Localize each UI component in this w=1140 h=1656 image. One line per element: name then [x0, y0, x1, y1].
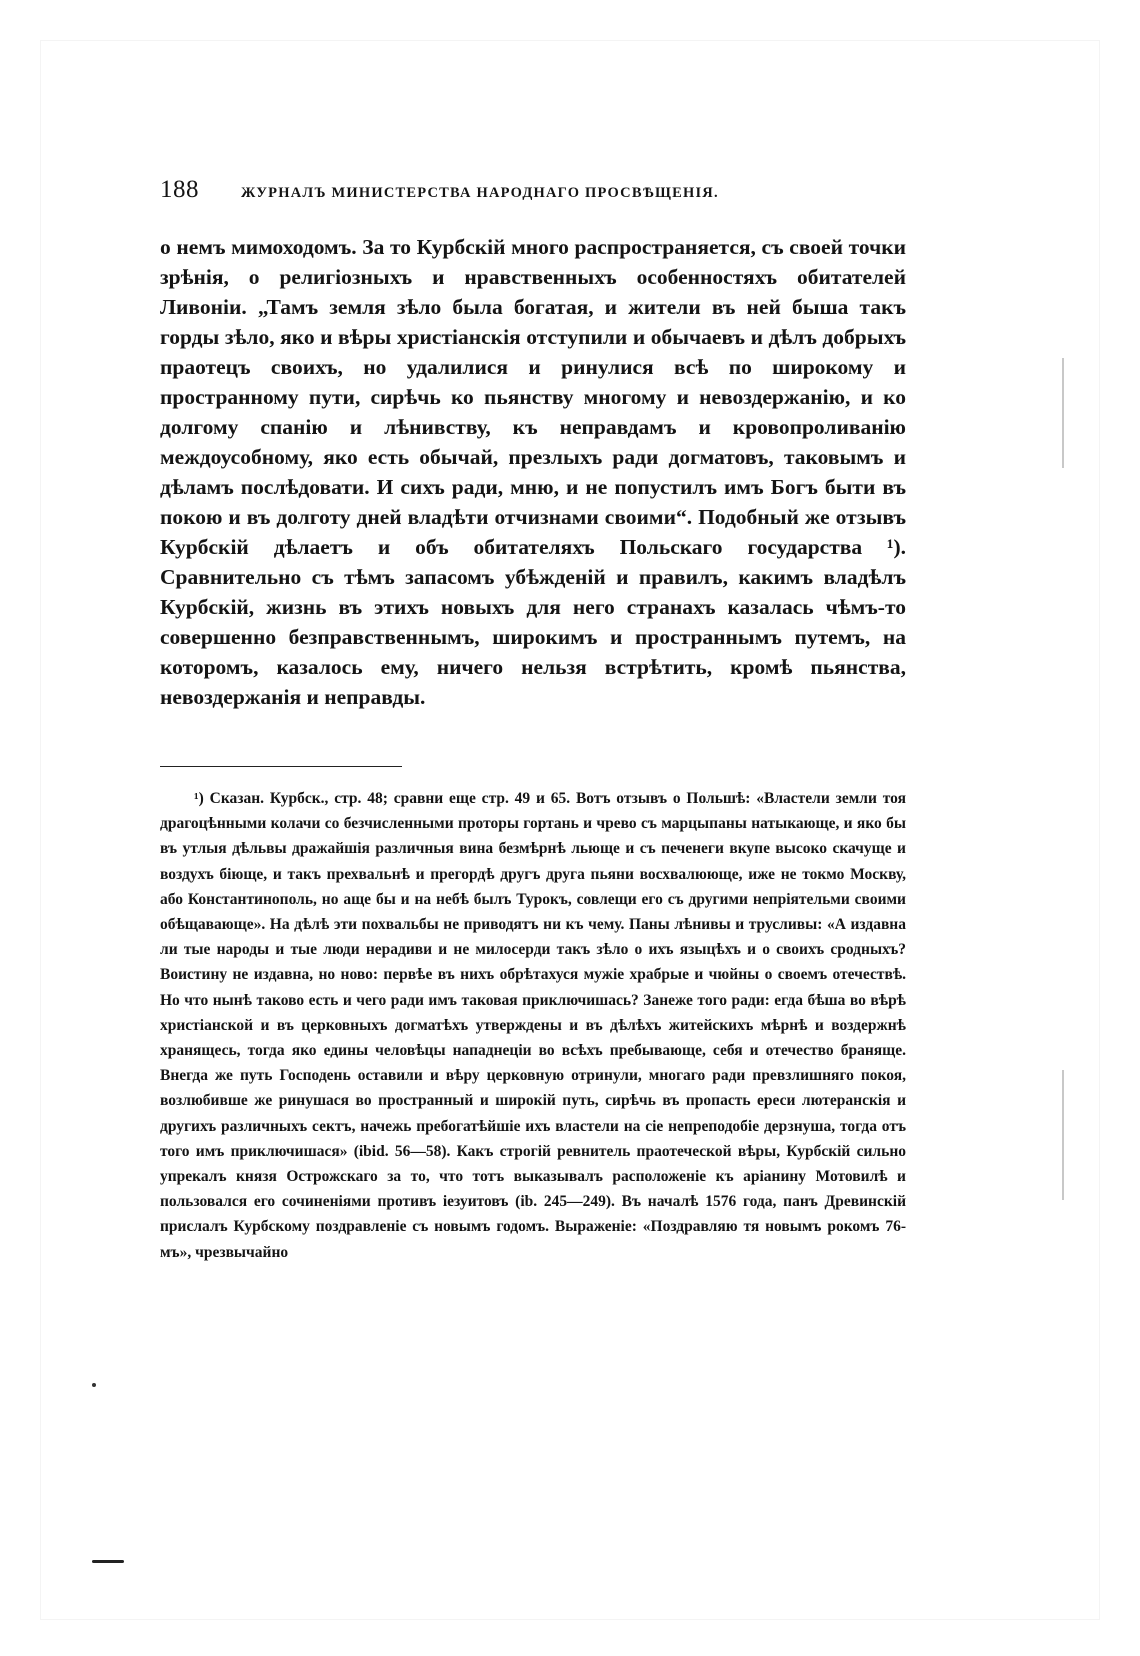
- scan-dash-mark: [92, 1560, 124, 1563]
- running-header: [160, 176, 900, 208]
- footnote-separator: [160, 766, 402, 767]
- running-title: ЖУРНАЛЪ МИНИСТЕРСТВА НАРОДНАГО ПРОСВѢЩЕНІЯ.: [241, 185, 719, 201]
- scan-speck: [92, 1383, 96, 1387]
- footnote-paragraph: ¹) Сказан. Курбск., стр. 48; сравни еще стр. 49 и 65. Вотъ отзывъ о Польшѣ: «Властели земли тоя драгоцѣнными колачи со безчисленными проторы гортань и чрево съ марцыпаны натыкающе, и яко бы въ утлыя дѣльвы дражайшія различныя вина безмѣрнѣ льюще и съ печенеги вкупе высоко скачуще и воздухъ біюще, и такъ прехвальнѣ и прегордѣ другъ друга пьяни восхвалююще, иже не токмо Москву, або Константинополь, но аще бы и на небѣ былъ Турокъ, совлещи его съ другими непріятельми своими обѣщавающе». На дѣлѣ эти похвальбы не приводятъ ни къ чему. Паны лѣнивы и трусливы: «А издавна ли тые народы и тые люди нерадиви и не милосерди такъ зѣло о ихъ языцѣхъ и о своихъ сродныхъ? Воистину не издавна, но ново: первѣе въ нихъ обрѣтахуся мужіе храбрые и чюйны о своемъ отечествѣ. Но что нынѣ таково есть и чего ради имъ таковая приключишась? Занеже того ради: егда бѣша во вѣрѣ христіанской и въ церковныхъ догматѣхъ утверждены и въ дѣлѣхъ житейскихъ мѣрнѣ и воздержнѣ хранящесь, тогда яко едины человѣцы нападнеціи во всѣхъ пребывающе, себя и отечество бранящe. Внегда же путь Господень оставили и вѣру церковную отринули, многаго ради превзлишняго покоя, возлюбивше же ринушася во пространный и широкій путь, сирѣчь въ пропасть ереси лютеранскія и другихъ различныхъ сектъ, начежь пребогатѣйшіе ихъ властели на сіе непреподобіе дерзнуша, тогда отъ того имъ приключишася» (ibid. 56—58). Какъ строгій ревнитель праотеческой вѣры, Курбскій сильно упрекалъ князя Острожскаго за то, что тотъ выказывалъ расположеніе къ аріанину Мотовилѣ и пользовался его сочиненіями противъ іезуитовъ (ib. 245—249). Въ началѣ 1576 года, панъ Древинскій прислалъ Курбскому поздравленіе съ новымъ годомъ. Выраженіе: «Поздравляю тя новымъ рокомъ 76-мъ», чрезвычайно: [160, 790, 906, 1261]
- main-paragraph: о немъ мимоходомъ. За то Курбскій много распространяется, съ своей точки зрѣнія, о религіозныхъ и нравственныхъ особенностяхъ обитателей Ливоніи. „Тамъ земля зѣло была богатая, и жители въ ней быша такъ горды зѣло, яко и вѣры христіанскія отступили и обычаевъ и дѣлъ добрыхъ праотецъ своихъ, но удалилися и ринулися всѣ по широкому и пространному пути, сирѣчь ко пьянству многому и невоздержанію, и ко долгому спанію и лѣнивству, къ неправдамъ и кровопроливанію междоусобному, яко есть обычай, презлыхъ ради догматовъ, таковымъ и дѣламъ послѣдовати. И сихъ ради, мню, и не попустилъ имъ Богъ быти въ покою и въ долготу дней владѣти отчизнами своими“. Подобный же отзывъ Курбскій дѣлаетъ и объ обитателяхъ Польскаго государства ¹). Сравнительно съ тѣмъ запасомъ убѣжденій и правилъ, какимъ владѣлъ Курбскій, жизнь въ этихъ новыхъ для него странахъ казалась чѣмъ-то совершенно безправственнымъ, широкимъ и пространнымъ путемъ, на которомъ, казалось ему, ничего нельзя встрѣтить, кромѣ пьянства, невоздержанія и неправды.: [160, 235, 906, 709]
- scan-margin-line: [1062, 358, 1064, 468]
- scan-margin-line: [1062, 1070, 1064, 1200]
- page-number: 188: [160, 176, 199, 203]
